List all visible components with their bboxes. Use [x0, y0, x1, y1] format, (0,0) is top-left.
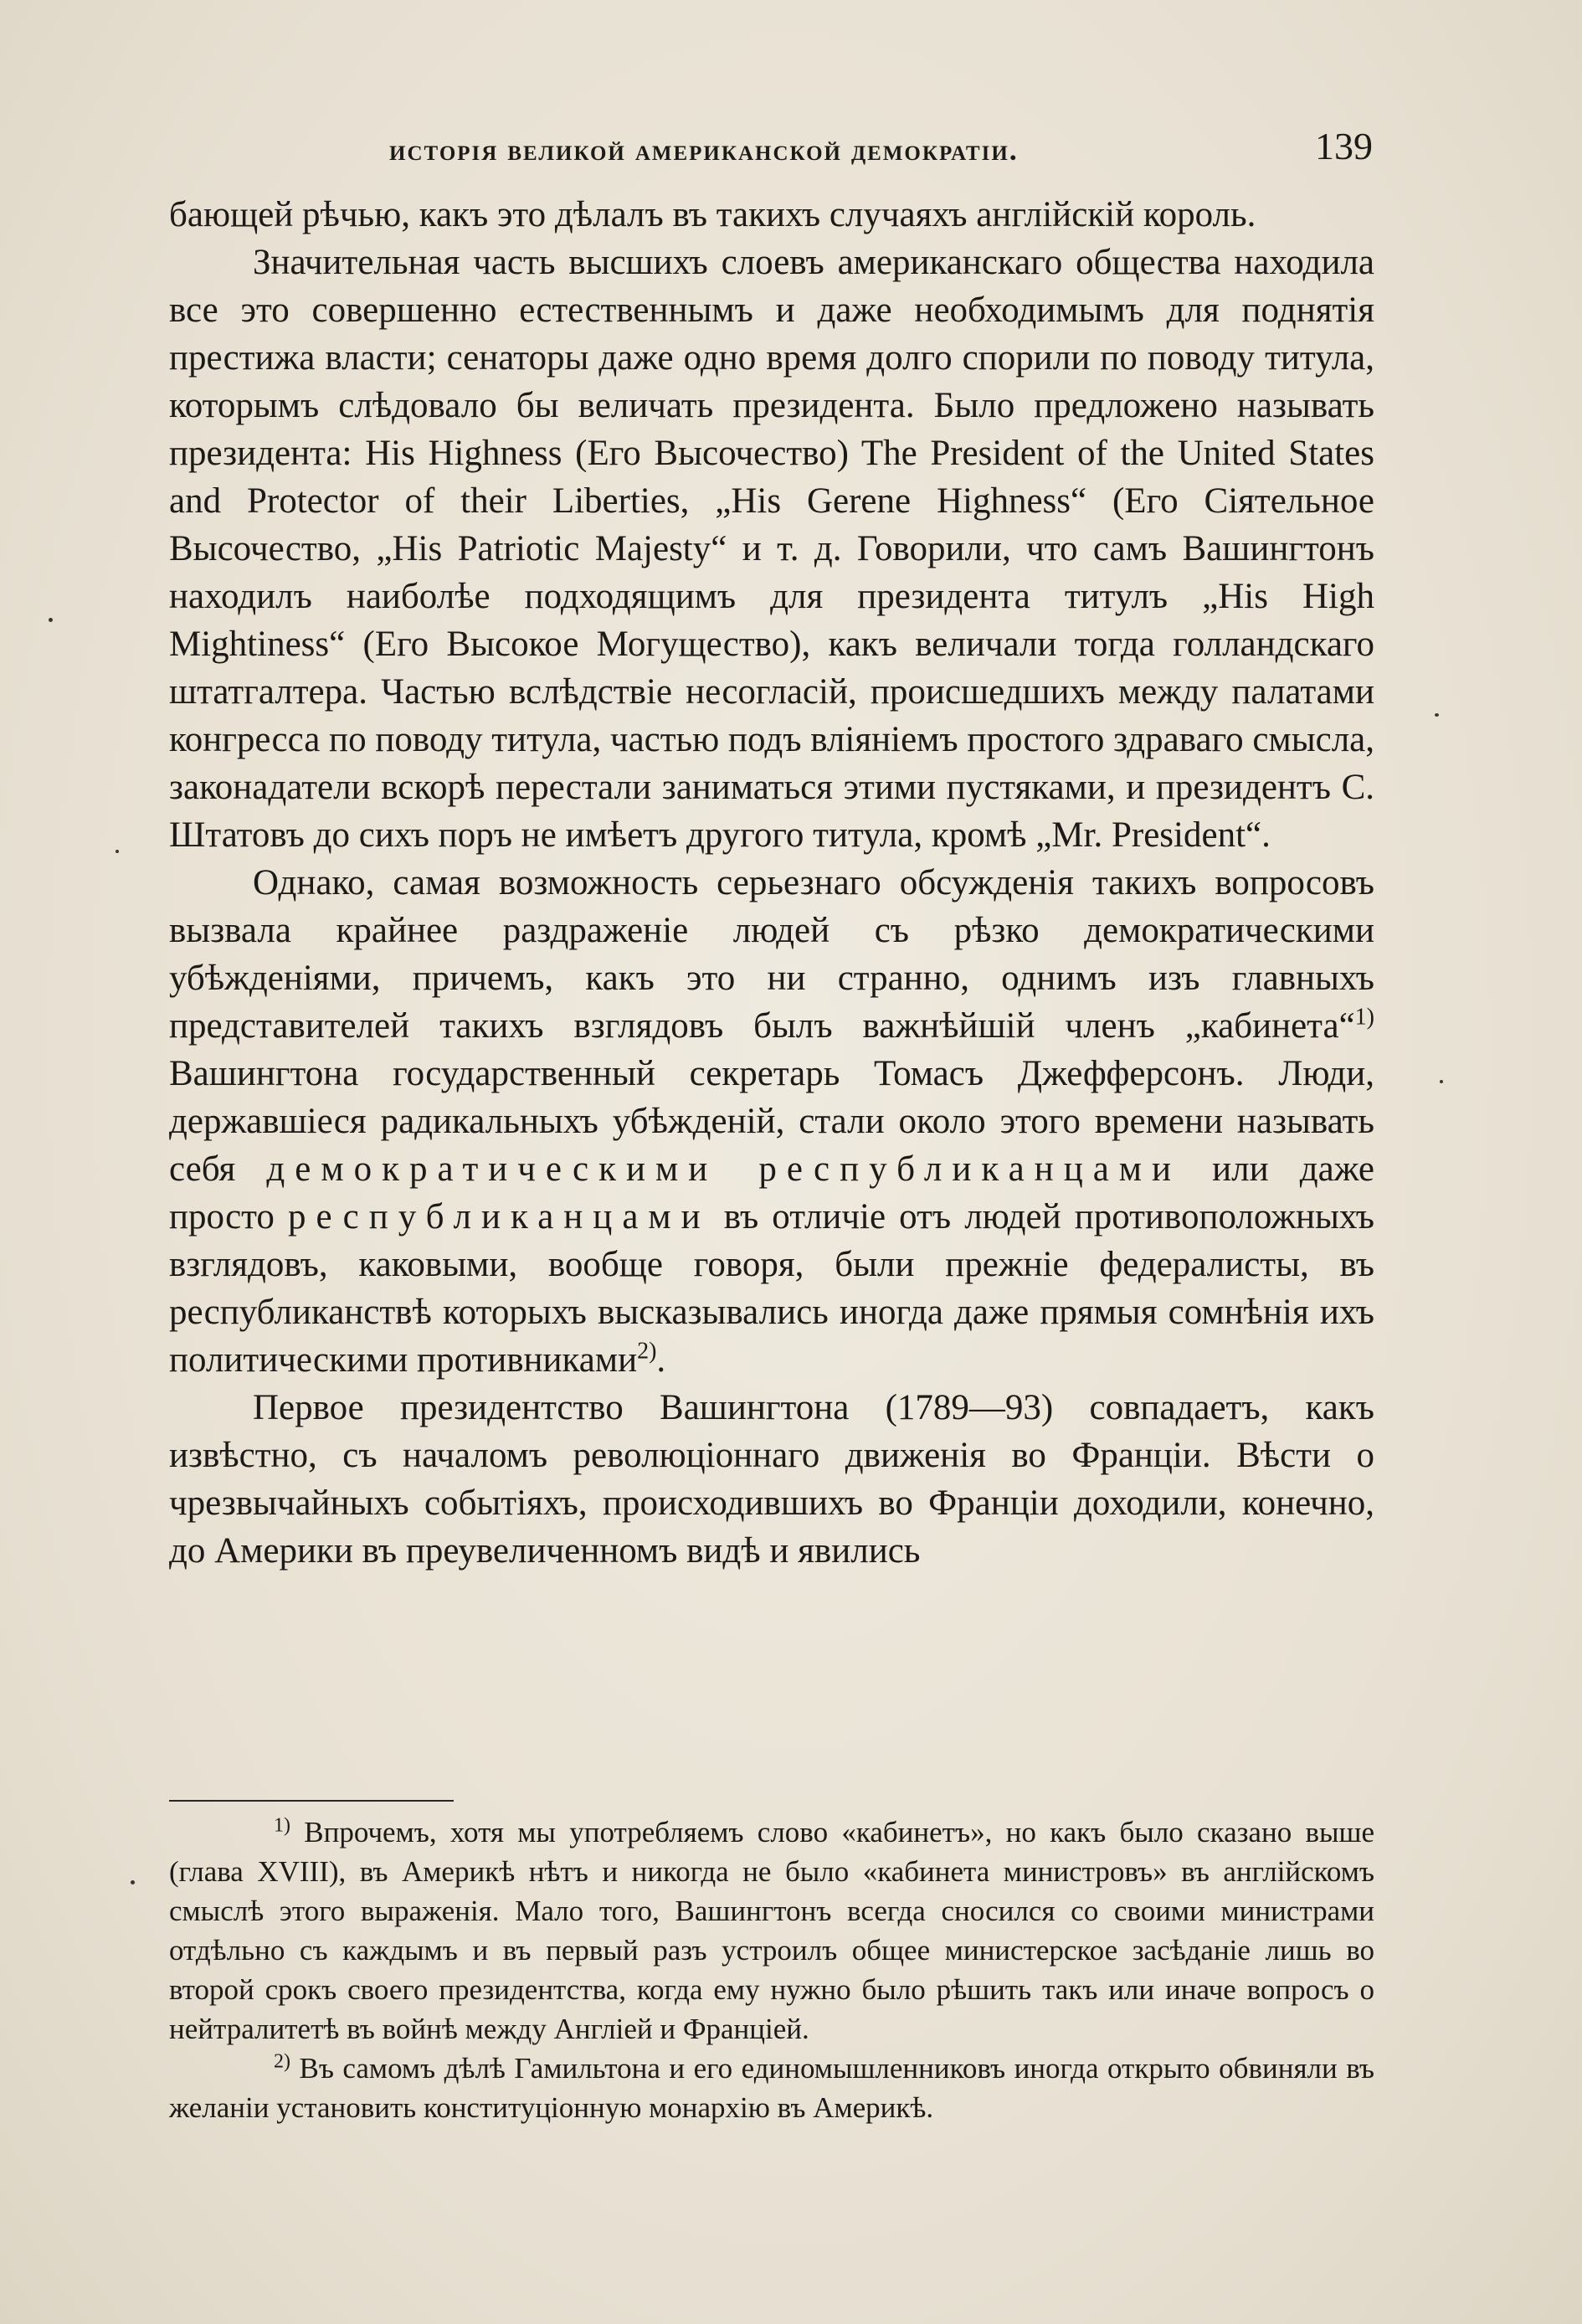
paragraph-3 — [169, 859, 1374, 1384]
footnote-1-text: Впрочемъ, хотя мы употребляемъ слово «кабинетъ», но какъ было сказано выше (глава XVIII), въ Америкѣ нѣтъ и никогда не было «кабинета министровъ» въ англійскомъ смыслѣ этого выраженія. Мало того, Вашингтонъ всегда сносился со своими министрами отдѣльно съ каждымъ и въ первый разъ устроилъ общее министерское засѣданіе лишь во второй срокъ своего президентства, когда ему нужно было рѣшить такъ или иначе вопросъ о нейтралитетѣ въ войнѣ между Англіей и Франціей. — [169, 1816, 1374, 2045]
page-header — [167, 124, 1373, 183]
page-number: 139 — [1315, 125, 1373, 167]
main-text — [169, 191, 1374, 1575]
footnote-2 — [169, 2049, 1374, 2127]
paper-speck — [1440, 1080, 1443, 1083]
paper-speck — [116, 850, 119, 853]
footnote-1 — [169, 1812, 1374, 2049]
spaced-term-republicans: республиканцами — [288, 1197, 711, 1237]
paper-speck — [49, 618, 53, 622]
paragraph-3-text-d: въ отличіе отъ людей противоположныхъ взглядовъ, каковыми, вообще говоря, были прежніе федералисты, въ республиканствѣ которыхъ высказывались иногда даже прямыя сомнѣнія ихъ политическими противниками — [169, 1197, 1374, 1380]
paragraph-1: бающей рѣчью, какъ это дѣлалъ въ такихъ случаяхъ англійскій король. — [169, 195, 1256, 234]
footnote-2-mark: 2) — [274, 2050, 290, 2073]
paragraph-2: Значительная часть высшихъ слоевъ американскаго общества находила все это совершенно естественнымъ и даже необходимымъ для поднятія престижа власти; сенаторы даже одно время долго спорили по поводу титула, которымъ слѣдовало бы величать президента. Было предложено называть президента: His Highness (Его Высочество) The President of the United States and Protector of their Liberties, „His Gerene Highness“ (Его Сіятельное Высочество, „His Patriotic Majesty“ и т. д. Говорили, что самъ Вашингтонъ находилъ наиболѣе подходящимъ для президента титулъ „His High Mightiness“ (Его Высокое Могущество), какъ величали тогда голландскаго штатгалтера. Частью вслѣдствіе несогласій, происшедшихъ между палатами конгресса по поводу титула, частью подъ вліяніемъ простого здраваго смысла, законадатели вскорѣ перестали заниматься этими пустяками, и президентъ С. Штатовъ до сихъ поръ не имѣетъ другого титула, кромѣ „Mr. President“. — [169, 243, 1374, 855]
paper-speck — [131, 1880, 135, 1884]
paragraph-3-text-e: . — [656, 1340, 666, 1380]
footnote-ref-1: 1) — [1354, 1004, 1374, 1031]
running-title: исторія великой американской демократіи. — [389, 133, 1019, 167]
footnote-divider — [169, 1800, 454, 1802]
paragraph-4: Первое президентство Вашингтона (1789—93) совпадаетъ, какъ извѣстно, съ началомъ революціоннаго движенія во Франціи. Вѣсти о чрезвычайныхъ событіяхъ, происходившихъ во Франціи доходили, конечно, до Америки въ преувеличенномъ видѣ и явились — [169, 1388, 1374, 1571]
paragraph-3-text-a: Однако, самая возможность серьезнаго обсужденія такихъ вопросовъ вызвала крайнее раздраженіе людей съ рѣзко демократическими убѣжденіями, причемъ, какъ это ни странно, однимъ изъ главныхъ представителей такихъ взглядовъ былъ важнѣйшій членъ „кабинета“ — [169, 863, 1374, 1046]
spaced-term-democratic-republicans: демократическими республиканцами — [266, 1149, 1182, 1189]
paragraph-3-text-b: Вашингтона государственный секретарь Томасъ Джефферсонъ. Люди, державшіеся радикальныхъ убѣжденій, стали около этого времени называть себя — [169, 1054, 1374, 1189]
paragraph-3-text-c: или даже просто — [169, 1149, 1374, 1237]
footnote-2-text: Въ самомъ дѣлѣ Гамильтона и его единомышленниковъ иногда открыто обвиняли въ желаніи установить конституціонную монархію въ Америкѣ. — [169, 2052, 1374, 2124]
paper-speck — [1435, 713, 1439, 717]
footnote-1-mark: 1) — [274, 1814, 290, 1837]
footnote-ref-2: 2) — [637, 1338, 657, 1365]
footnotes — [169, 1812, 1374, 2127]
